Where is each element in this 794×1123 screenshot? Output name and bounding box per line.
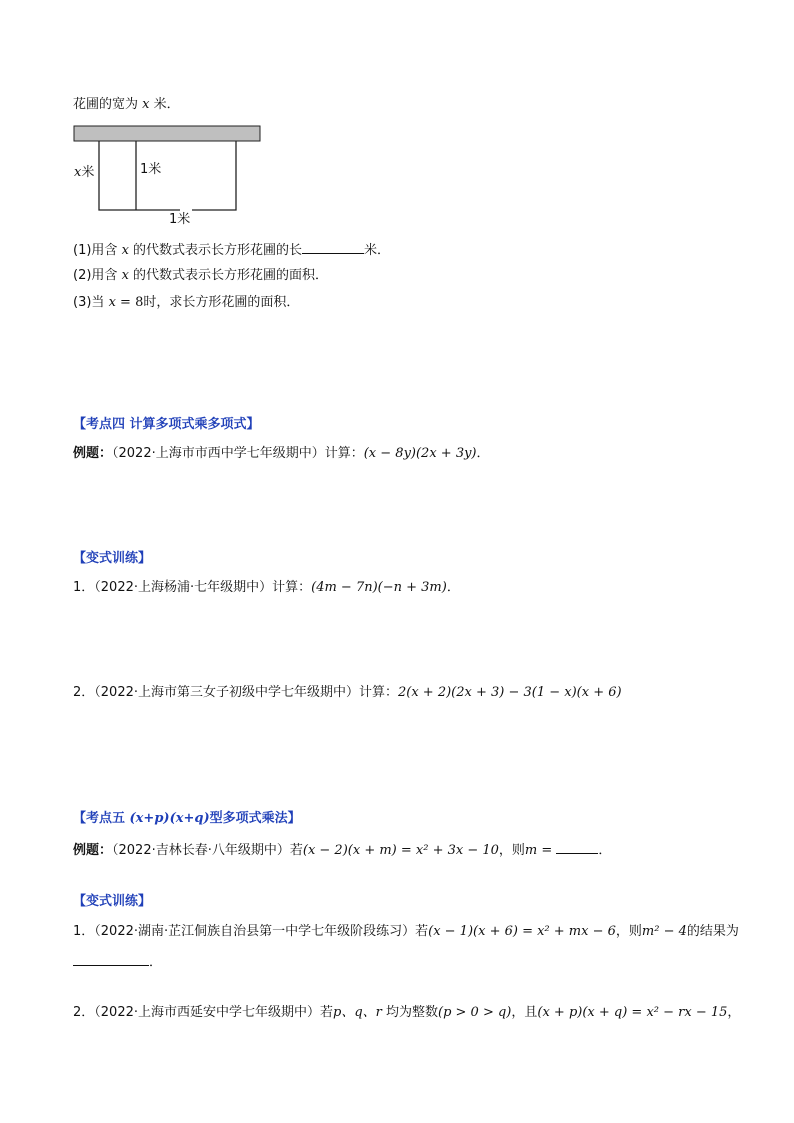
q2-pre: (2)用含 (73, 268, 122, 283)
q1-var: x (121, 243, 129, 258)
s5-item1-expr2: m² − 4 (641, 924, 687, 939)
s5-example-then: ，则 (498, 843, 525, 858)
s5-item1-then: ，则 (615, 924, 642, 939)
s5-item2-vars: p、q、r (333, 1005, 382, 1020)
s5-heading-pre: 【考点五 (73, 811, 130, 826)
section4-item-2 (73, 684, 622, 702)
s5-heading-expr: (x+p)(x+q) (129, 811, 210, 826)
s4-example-text: （2022·上海市市西中学七年级期中）计算： (112, 446, 364, 461)
intro-var: x (142, 97, 150, 112)
q2-mid: 的代数式表示长方形花圃的面积． (128, 268, 329, 283)
figure-inner-label: 1米 (140, 162, 162, 177)
section4-heading: 【考点四 计算多项式乘多项式】 (73, 417, 260, 432)
s5-item2-end: ， (727, 1005, 741, 1020)
wall (74, 126, 260, 141)
section5-variant-heading: 【变式训练】 (73, 894, 152, 909)
s5-item1-blank[interactable] (73, 952, 149, 966)
s5-item2-expr: (x + p)(x + q) = x² − rx − 15 (537, 1005, 728, 1020)
question-3 (73, 294, 299, 312)
s5-example-eq: = (537, 843, 557, 858)
s5-example-blank[interactable] (556, 840, 598, 854)
q2-var: x (121, 268, 129, 283)
q3-eq: = 8 (115, 295, 144, 310)
s5-item2-cond: (p > 0 > q) (438, 1005, 512, 1020)
figure-left-label (74, 164, 94, 182)
q3-mid: 时，求长方形花圃的面积． (143, 295, 300, 310)
s5-example-var: m (524, 843, 538, 858)
section5-item-2 (73, 1004, 740, 1022)
s5-item1-post: 的结果为 (686, 924, 739, 939)
garden-outline (99, 141, 236, 210)
s5-item1-text: 1．（2022·湖南·芷江侗族自治县第一中学七年级阶段练习）若 (73, 924, 429, 939)
q3-pre: (3)当 (73, 295, 109, 310)
section4-item-1 (73, 579, 460, 597)
section5-example (73, 840, 611, 860)
figure-left-var: x (74, 165, 82, 180)
intro-text-2: 米． (149, 97, 180, 112)
q3-var: x (108, 295, 116, 310)
s5-item1-end: ． (149, 955, 163, 970)
section4-example (73, 445, 490, 463)
q1-pre: (1)用含 (73, 243, 122, 258)
q1-mid: 的代数式表示长方形花圃的长 (128, 243, 303, 258)
section5-item-1-cont (73, 952, 162, 972)
s4-item1-expr: (4m − 7n)(−n + 3m) (311, 580, 447, 595)
section5-item-1 (73, 923, 739, 941)
figure-bottom-label: 1米 (169, 212, 191, 227)
s5-example-expr: (x − 2)(x + m) = x² + 3x − 10 (302, 843, 499, 858)
q1-answer-blank[interactable] (302, 240, 364, 254)
s5-item2-text: 2．（2022·上海市西延安中学七年级期中）若 (73, 1005, 333, 1020)
s4-example-label: 例题： (73, 446, 113, 461)
s4-example-expr: (x − 8y)(2x + 3y) (363, 446, 477, 461)
question-2 (73, 267, 328, 285)
s5-item1-expr: (x − 1)(x + 6) = x² + mx − 6 (428, 924, 616, 939)
s5-example-text: （2022·吉林长春·八年级期中）若 (112, 843, 303, 858)
figure-left-unit: 米 (81, 165, 95, 180)
s5-item2-mid: 均为整数 (381, 1005, 438, 1020)
s5-heading-post: 型多项式乘法】 (209, 811, 301, 826)
section5-heading (73, 810, 301, 828)
q1-post: 米． (364, 243, 391, 258)
s4-item2-text: 2．（2022·上海市第三女子初级中学七年级期中）计算： (73, 685, 398, 700)
s5-example-end: ． (598, 843, 612, 858)
question-1 (73, 240, 390, 260)
intro-text-1: 花圃的宽为 (73, 97, 143, 112)
s4-example-end: ． (476, 446, 490, 461)
s4-item1-end: ． (446, 580, 460, 595)
s5-item2-and: ，且 (511, 1005, 538, 1020)
intro-line (73, 96, 180, 114)
s4-item1-text: 1．（2022·上海杨浦·七年级期中）计算： (73, 580, 312, 595)
s4-item2-expr: 2(x + 2)(2x + 3) − 3(1 − x)(x + 6) (398, 685, 622, 700)
section4-variant-heading: 【变式训练】 (73, 551, 152, 566)
s5-example-label: 例题： (73, 843, 113, 858)
